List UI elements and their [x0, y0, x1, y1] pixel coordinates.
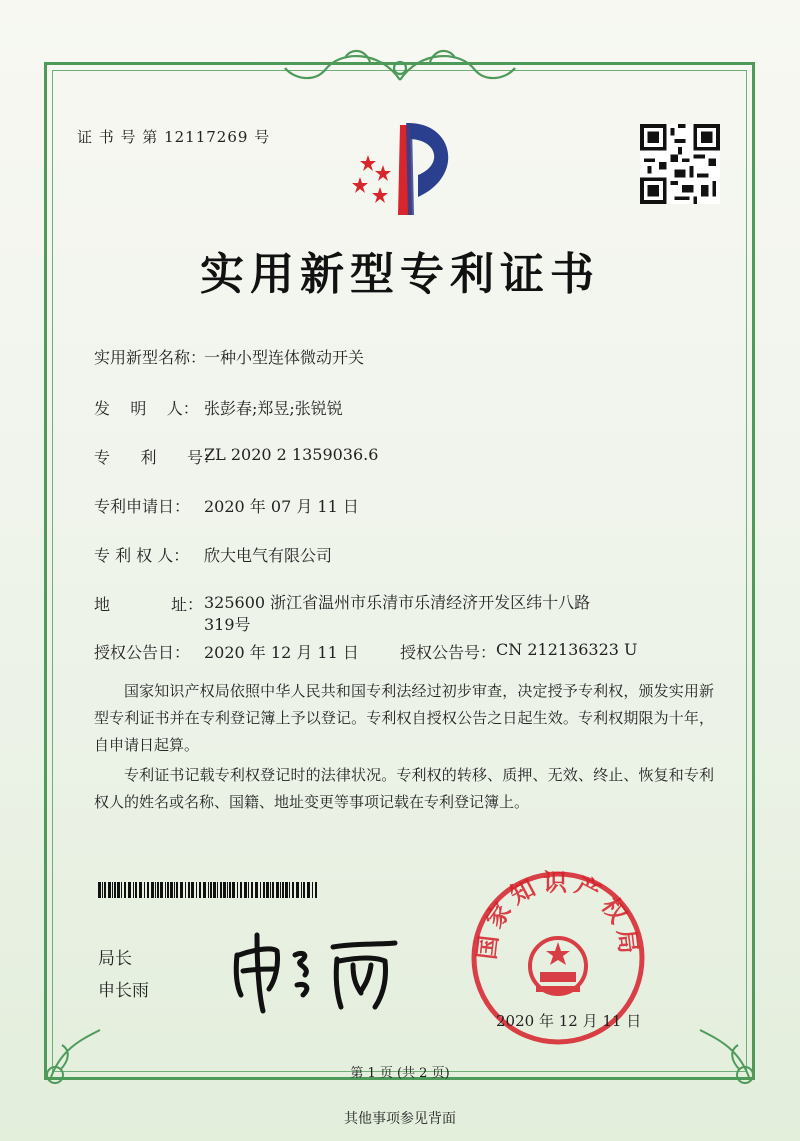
back-note: 其他事项参见背面 [344, 1111, 456, 1127]
signatory-name: 申长雨 [98, 981, 149, 1001]
field-label: 授权公告号： [400, 643, 497, 662]
field-inventor [94, 396, 343, 419]
field-value: CN 212136323 U [496, 640, 638, 659]
field-label: 专利申请日： [94, 497, 191, 516]
field-grant-date [94, 640, 359, 663]
field-label: 专 利 权 人： [94, 546, 190, 565]
seal-text: 国家知识产权局 [472, 868, 644, 961]
field-label: 发 明 人： [94, 399, 199, 418]
field-address [94, 592, 624, 636]
certificate-title: 实用新型专利证书 [200, 249, 600, 300]
qr-code[interactable] [640, 124, 720, 204]
seal-date: 2020 年 12 月 11 日 [496, 1012, 642, 1030]
field-value: 张彭春;郑昱;张锐锐 [204, 399, 343, 418]
statement-paragraph-2: 专利证书记载专利权登记时的法律状况。专利权的转移、质押、无效、终止、恢复和专利权人的姓名或名称、国籍、地址变更等事项记载在专利登记簿上。 [94, 766, 714, 811]
field-label: 专 利 号： [94, 448, 220, 467]
field-value: 欣大电气有限公司 [204, 546, 333, 565]
cnipa-emblem-icon [338, 115, 468, 225]
field-utility-model-name [94, 345, 364, 368]
signatory-role: 局长 [98, 949, 132, 969]
handwritten-signature [225, 925, 405, 1015]
field-grant-number [400, 640, 638, 663]
statement-paragraph-1: 国家知识产权局依照中华人民共和国专利法经过初步审查，决定授予专利权，颁发实用新型专利证书并在专利登记簿上予以登记。专利权自授权公告之日起生效。专利权期限为十年，自申请日起算。 [94, 682, 714, 754]
field-value: ZL 2020 2 1359036.6 [204, 445, 379, 464]
field-value: 2020 年 07 月 11 日 [204, 497, 359, 516]
field-value: 325600 浙江省温州市乐清市乐清经济开发区纬十八路 319号 [204, 593, 591, 634]
field-value: 2020 年 12 月 11 日 [204, 643, 359, 662]
field-filing-date [94, 494, 359, 517]
barcode [98, 882, 318, 898]
field-patentee [94, 543, 332, 566]
field-label: 授权公告日： [94, 643, 191, 662]
field-label: 地 址： [94, 595, 204, 614]
field-patent-number [94, 445, 378, 468]
certificate-number: 证 书 号 第 12117269 号 [77, 128, 271, 146]
field-value: 一种小型连体微动开关 [204, 348, 365, 367]
top-ornament [270, 40, 530, 90]
field-label: 实用新型名称： [94, 348, 207, 367]
page-number: 第 1 页 (共 2 页) [350, 1066, 450, 1081]
